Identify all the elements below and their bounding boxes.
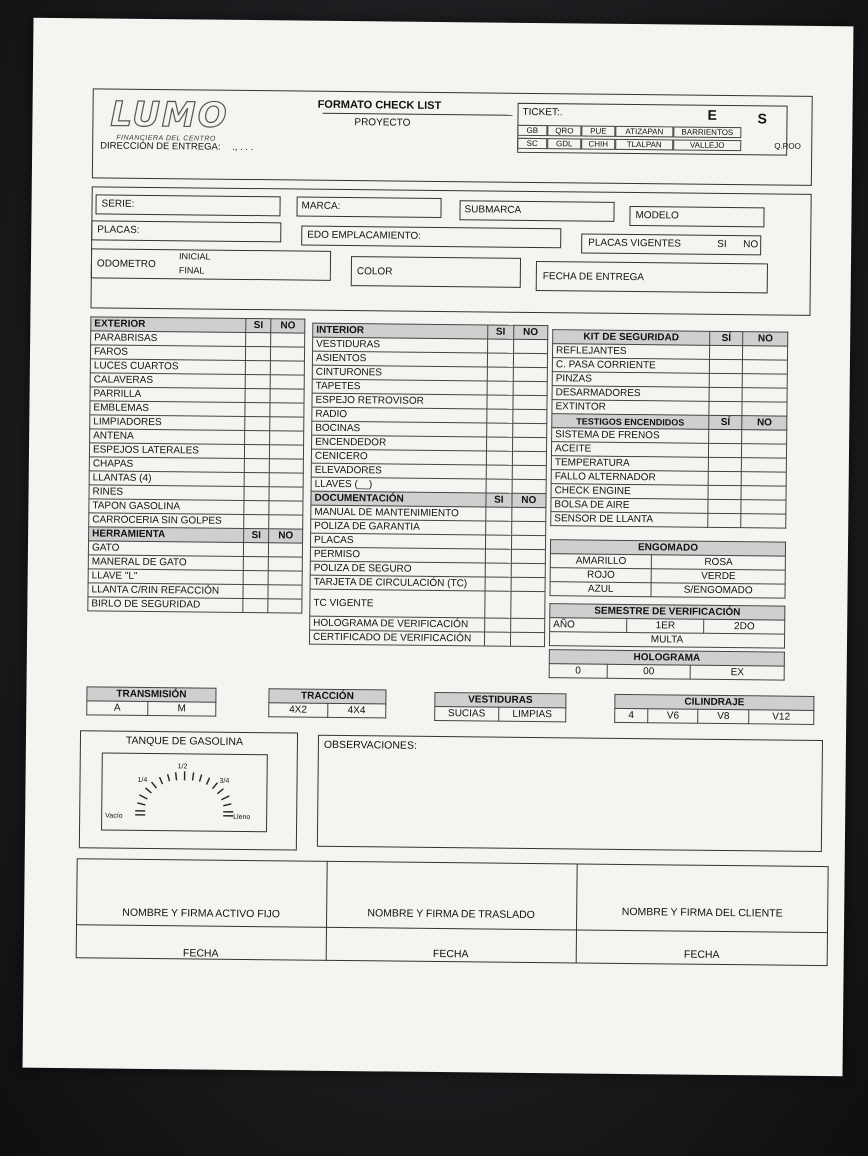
engomado-option[interactable]: AMARILLO bbox=[550, 554, 652, 569]
no-box[interactable] bbox=[511, 507, 545, 521]
kit-item: EXTINTOR bbox=[552, 400, 709, 416]
no-box[interactable] bbox=[743, 374, 788, 388]
exterior-item: CARROCERIA SIN GOLPES bbox=[89, 513, 244, 529]
multa-cell[interactable]: MULTA bbox=[549, 632, 784, 648]
no-box[interactable] bbox=[270, 389, 304, 403]
transmision-title: TRANSMISIÓN bbox=[87, 687, 216, 702]
si-box[interactable] bbox=[485, 618, 511, 632]
placas-vigentes-si[interactable]: SI bbox=[717, 238, 727, 251]
herramienta-item: BIRLO DE SEGURIDAD bbox=[88, 597, 243, 613]
city-cell[interactable]: GB bbox=[517, 125, 547, 136]
si-box[interactable] bbox=[708, 457, 742, 471]
no-box[interactable] bbox=[742, 402, 787, 416]
si-box[interactable] bbox=[709, 345, 743, 359]
si-box[interactable] bbox=[245, 374, 270, 388]
interior-item: TAPETES bbox=[312, 379, 487, 395]
no-box[interactable] bbox=[511, 521, 545, 535]
final-label[interactable]: FINAL bbox=[178, 265, 205, 276]
fecha-cliente[interactable]: FECHA bbox=[683, 948, 720, 961]
documentacion-item: POLIZA DE SEGURO bbox=[310, 561, 485, 577]
documentacion-item: PERMISO bbox=[310, 547, 485, 563]
si-box[interactable] bbox=[486, 479, 512, 493]
city-cell[interactable]: GDL bbox=[547, 138, 581, 149]
semestre-title: SEMESTRE DE VERIFICACIÓN bbox=[550, 604, 785, 620]
no-box[interactable] bbox=[742, 472, 787, 486]
marca-label: MARCA: bbox=[301, 200, 341, 212]
engomado-option[interactable]: ROJO bbox=[550, 568, 652, 583]
si-box[interactable] bbox=[243, 556, 268, 570]
exterior-item: ESPEJOS LATERALES bbox=[89, 443, 244, 459]
semestre-1er[interactable]: 1ER bbox=[627, 618, 705, 633]
e-label[interactable]: E bbox=[707, 106, 717, 123]
exterior-item: EMBLEMAS bbox=[90, 401, 245, 417]
holograma-option[interactable]: 0 bbox=[549, 664, 607, 679]
placas-label: PLACAS: bbox=[97, 224, 140, 236]
observaciones-box[interactable] bbox=[317, 735, 823, 852]
cilindraje-title: CILINDRAJE bbox=[615, 694, 814, 710]
interior-item: BOCINAS bbox=[312, 421, 487, 437]
si-box[interactable] bbox=[709, 359, 743, 373]
si-box[interactable] bbox=[487, 395, 513, 409]
si-box[interactable] bbox=[709, 387, 743, 401]
documentacion-item: PLACAS bbox=[310, 533, 485, 549]
si-box[interactable] bbox=[245, 388, 270, 402]
no-box[interactable] bbox=[510, 632, 544, 646]
si-box[interactable] bbox=[485, 577, 511, 591]
no-box[interactable] bbox=[742, 388, 787, 402]
interior-item: ASIENTOS bbox=[312, 351, 487, 367]
city-cell[interactable]: ATIZAPAN bbox=[615, 126, 673, 138]
submarca-label: SUBMARCA bbox=[464, 204, 522, 216]
documentacion-item: POLIZA DE GARANTIA bbox=[311, 519, 486, 535]
engomado-option[interactable]: AZUL bbox=[550, 582, 652, 597]
herramienta-item: LLAVE "L" bbox=[88, 569, 243, 585]
exterior-item: PARABRISAS bbox=[91, 331, 246, 347]
si-box[interactable] bbox=[486, 521, 512, 535]
no-box[interactable] bbox=[742, 430, 787, 444]
engomado-option[interactable]: S/ENGOMADO bbox=[651, 583, 785, 598]
kit-item: C. PASA CORRIENTE bbox=[552, 358, 709, 374]
cilindraje-v6[interactable]: V6 bbox=[648, 709, 699, 724]
si-box[interactable] bbox=[487, 353, 513, 367]
no-box[interactable] bbox=[741, 514, 786, 528]
no-box[interactable] bbox=[512, 423, 546, 437]
documentacion-title: DOCUMENTACIÓN bbox=[311, 491, 486, 507]
no-box[interactable] bbox=[743, 360, 788, 374]
checklist-form bbox=[91, 58, 813, 961]
interior-item: LLAVES (__) bbox=[311, 477, 486, 493]
si-box[interactable] bbox=[709, 373, 743, 387]
no-header: NO bbox=[512, 493, 546, 507]
si-box[interactable] bbox=[485, 535, 511, 549]
no-header: NO bbox=[742, 416, 787, 430]
si-box[interactable] bbox=[245, 360, 270, 374]
si-box[interactable] bbox=[485, 549, 511, 563]
exterior-table bbox=[87, 316, 305, 613]
gauge-mark-three-quarter: 3/4 bbox=[219, 777, 230, 785]
engomado-option[interactable]: VERDE bbox=[651, 569, 785, 584]
kit-table bbox=[550, 329, 788, 528]
si-box[interactable] bbox=[245, 346, 270, 360]
si-box[interactable] bbox=[709, 429, 743, 443]
gauge-lleno: Lleno bbox=[233, 813, 251, 822]
kit-item: REFLEJANTES bbox=[552, 344, 709, 360]
interior-item: CINTURONES bbox=[312, 365, 487, 381]
si-box[interactable] bbox=[709, 401, 743, 415]
exterior-title: EXTERIOR bbox=[91, 317, 246, 333]
testigos-title: TESTIGOS ENCENDIDOS bbox=[552, 414, 709, 430]
s-label[interactable]: S bbox=[757, 110, 767, 127]
no-box[interactable] bbox=[512, 437, 546, 451]
qroo-label[interactable]: Q.ROO bbox=[774, 141, 801, 151]
city-cell[interactable]: CHIH bbox=[581, 138, 615, 149]
testigo-item: BOLSA DE AIRE bbox=[551, 498, 708, 514]
si-box[interactable] bbox=[244, 514, 269, 528]
kit-item: DESARMADORES bbox=[552, 386, 709, 402]
si-box[interactable] bbox=[708, 443, 742, 457]
no-box[interactable] bbox=[269, 473, 303, 487]
si-box[interactable] bbox=[486, 465, 512, 479]
no-box[interactable] bbox=[512, 451, 546, 465]
observaciones-label: OBSERVACIONES: bbox=[323, 738, 417, 752]
no-box[interactable] bbox=[269, 487, 303, 501]
no-box[interactable] bbox=[268, 571, 302, 585]
herramienta-item: GATO bbox=[88, 541, 243, 557]
no-box[interactable] bbox=[513, 353, 547, 367]
vestiduras-table bbox=[434, 692, 566, 722]
no-box[interactable] bbox=[741, 486, 786, 500]
engomado-option[interactable]: ROSA bbox=[652, 555, 786, 570]
exterior-item: LUCES CUARTOS bbox=[90, 359, 245, 375]
cilindraje-v12[interactable]: V12 bbox=[749, 710, 814, 725]
testigo-item: ACEITE bbox=[551, 442, 708, 458]
traccion-table bbox=[268, 688, 386, 718]
direccion-value[interactable]: ., . . . bbox=[232, 141, 254, 154]
no-box[interactable] bbox=[742, 458, 787, 472]
interior-item: ENCENDEDOR bbox=[312, 435, 487, 451]
si-box[interactable] bbox=[487, 423, 513, 437]
transmision-a[interactable]: A bbox=[87, 701, 148, 716]
table-row bbox=[549, 632, 784, 648]
no-box[interactable] bbox=[271, 333, 305, 347]
no-box[interactable] bbox=[511, 563, 545, 577]
no-box[interactable] bbox=[513, 339, 547, 353]
no-box[interactable] bbox=[512, 409, 546, 423]
si-box[interactable] bbox=[244, 458, 269, 472]
city-cell[interactable]: BARRIENTOS bbox=[673, 126, 741, 138]
documentacion-item: TC VIGENTE bbox=[310, 589, 485, 618]
engomado-title: ENGOMADO bbox=[550, 540, 785, 556]
exterior-item: CHAPAS bbox=[89, 457, 244, 473]
interior-item: RADIO bbox=[312, 407, 487, 423]
fecha-activo-fijo[interactable]: FECHA bbox=[182, 947, 219, 960]
no-box[interactable] bbox=[271, 347, 305, 361]
kit-title: KIT DE SEGURIDAD bbox=[553, 330, 710, 346]
modelo-label: MODELO bbox=[635, 210, 679, 222]
holograma-option[interactable]: 00 bbox=[607, 664, 691, 679]
testigo-item: FALLO ALTERNADOR bbox=[551, 470, 708, 486]
no-box[interactable] bbox=[270, 403, 304, 417]
interior-item: ELEVADORES bbox=[311, 463, 486, 479]
no-box[interactable] bbox=[741, 500, 786, 514]
si-header: SI bbox=[244, 528, 269, 542]
herramienta-title: HERRAMIENTA bbox=[89, 527, 244, 543]
table-row bbox=[549, 664, 784, 680]
documentacion-item: TARJETA DE CIRCULACIÓN (TC) bbox=[310, 575, 485, 591]
exterior-item: RINES bbox=[89, 485, 244, 501]
traccion-title: TRACCIÓN bbox=[269, 689, 386, 704]
interior-item: CENICERO bbox=[311, 449, 486, 465]
si-header: SI bbox=[486, 493, 512, 507]
ticket-label[interactable]: TICKET:. bbox=[522, 106, 563, 119]
si-box[interactable] bbox=[245, 402, 270, 416]
table-row bbox=[310, 589, 545, 618]
cilindraje-v8[interactable]: V8 bbox=[698, 709, 749, 724]
si-box[interactable] bbox=[487, 437, 513, 451]
si-box[interactable] bbox=[708, 485, 742, 499]
no-header: NO bbox=[513, 325, 547, 339]
no-box[interactable] bbox=[268, 585, 302, 599]
kit-item: PINZAS bbox=[552, 372, 709, 388]
gauge-mark-quarter: 1/4 bbox=[137, 776, 148, 784]
vestiduras-sucias[interactable]: SUCIAS bbox=[435, 706, 499, 721]
no-box[interactable] bbox=[510, 591, 545, 618]
no-box[interactable] bbox=[513, 395, 547, 409]
city-cell[interactable]: QRO bbox=[547, 125, 581, 136]
table-row bbox=[309, 630, 544, 646]
no-box[interactable] bbox=[270, 375, 304, 389]
exterior-item: FAROS bbox=[90, 345, 245, 361]
documentacion-item: CERTIFICADO DE VERIFICACIÓN bbox=[309, 630, 484, 646]
traccion-4x2[interactable]: 4X2 bbox=[269, 703, 328, 718]
lumo-logo: LUMO bbox=[110, 94, 229, 136]
form-subtitle: PROYECTO bbox=[354, 117, 411, 129]
interior-item: VESTIDURAS bbox=[313, 337, 488, 353]
si-box[interactable] bbox=[244, 444, 269, 458]
no-box[interactable] bbox=[510, 618, 544, 632]
documentacion-item: HOLOGRAMA DE VERIFICACIÓN bbox=[310, 616, 485, 632]
city-cell[interactable]: VALLEJO bbox=[673, 139, 741, 151]
semestre-table bbox=[549, 603, 785, 648]
vestiduras-title: VESTIDURAS bbox=[435, 692, 566, 707]
odometro-label: ODOMETRO bbox=[96, 258, 156, 271]
testigo-item: SENSOR DE LLANTA bbox=[551, 512, 708, 528]
city-cell[interactable]: SC bbox=[517, 138, 547, 149]
semestre-2do[interactable]: 2DO bbox=[704, 619, 785, 634]
si-box[interactable] bbox=[484, 632, 510, 646]
exterior-item: PARRILLA bbox=[90, 387, 245, 403]
holograma-option[interactable]: EX bbox=[690, 665, 784, 680]
cilindraje-4[interactable]: 4 bbox=[615, 708, 648, 722]
placas-vigentes-no[interactable]: NO bbox=[743, 239, 759, 251]
si-header: SI bbox=[246, 318, 271, 332]
direccion-label: DIRECCIÓN DE ENTREGA: bbox=[100, 140, 221, 153]
si-box[interactable] bbox=[485, 591, 511, 618]
fecha-entrega-label: FECHA DE ENTREGA bbox=[542, 271, 645, 284]
no-box[interactable] bbox=[269, 515, 303, 529]
si-box[interactable] bbox=[486, 451, 512, 465]
exterior-item: LLANTAS (4) bbox=[89, 471, 244, 487]
si-box[interactable] bbox=[243, 598, 268, 612]
no-box[interactable] bbox=[269, 543, 303, 557]
si-box[interactable] bbox=[243, 570, 268, 584]
testigo-item: SISTEMA DE FRENOS bbox=[552, 428, 709, 444]
si-box[interactable] bbox=[708, 513, 742, 527]
placas-vigentes-label: PLACAS VIGENTES bbox=[588, 237, 682, 250]
serie-label: SERIE: bbox=[101, 198, 135, 210]
documentacion-item: MANUAL DE MANTENIMIENTO bbox=[311, 505, 486, 521]
no-box[interactable] bbox=[511, 577, 545, 591]
si-box[interactable] bbox=[486, 507, 512, 521]
no-box[interactable] bbox=[268, 599, 302, 613]
si-box[interactable] bbox=[243, 542, 268, 556]
si-box[interactable] bbox=[243, 584, 268, 598]
form-title: FORMATO CHECK LIST bbox=[317, 98, 442, 113]
no-box[interactable] bbox=[511, 549, 545, 563]
si-header: SÍ bbox=[709, 415, 743, 429]
si-box[interactable] bbox=[244, 472, 269, 486]
no-box[interactable] bbox=[742, 444, 787, 458]
no-box[interactable] bbox=[269, 501, 303, 515]
si-box[interactable] bbox=[487, 381, 513, 395]
engomado-table bbox=[549, 539, 786, 598]
exterior-item: ANTENA bbox=[90, 429, 245, 445]
no-box[interactable] bbox=[513, 367, 547, 381]
si-box[interactable] bbox=[245, 416, 270, 430]
no-box[interactable] bbox=[511, 535, 545, 549]
exterior-item: LIMPIADORES bbox=[90, 415, 245, 431]
traccion-4x4[interactable]: 4X4 bbox=[327, 703, 386, 718]
si-box[interactable] bbox=[246, 332, 271, 346]
no-box[interactable] bbox=[270, 445, 304, 459]
no-header: NO bbox=[271, 319, 305, 333]
fecha-traslado[interactable]: FECHA bbox=[432, 947, 469, 961]
si-box[interactable] bbox=[487, 367, 513, 381]
city-cell[interactable]: PUE bbox=[581, 125, 615, 136]
holograma-title: HOLOGRAMA bbox=[549, 650, 784, 666]
gauge-vacio: Vacío bbox=[105, 812, 123, 820]
city-cell[interactable]: TLALPAN bbox=[615, 139, 673, 151]
si-header: SI bbox=[488, 325, 514, 339]
no-box[interactable] bbox=[268, 557, 302, 571]
edo-label: EDO EMPLACAMIENTO: bbox=[307, 229, 422, 242]
no-header: NO bbox=[269, 529, 303, 543]
table-row bbox=[88, 597, 302, 613]
exterior-item: CALAVERAS bbox=[90, 373, 245, 389]
firma-cliente[interactable]: NOMBRE Y FIRMA DEL CLIENTE bbox=[621, 905, 783, 920]
si-box[interactable] bbox=[487, 409, 513, 423]
si-box[interactable] bbox=[708, 471, 742, 485]
table-row bbox=[550, 582, 785, 598]
no-box[interactable] bbox=[270, 431, 304, 445]
si-box[interactable] bbox=[244, 486, 269, 500]
logo-subtitle: FINANCIERA DEL CENTRO bbox=[116, 134, 216, 143]
no-box[interactable] bbox=[270, 417, 304, 431]
transmision-table bbox=[86, 686, 216, 716]
si-box[interactable] bbox=[485, 563, 511, 577]
no-box[interactable] bbox=[743, 346, 788, 360]
gauge-mark-half: 1/2 bbox=[177, 763, 188, 771]
si-box[interactable] bbox=[245, 430, 270, 444]
interior-table bbox=[309, 323, 548, 647]
transmision-m[interactable]: M bbox=[148, 701, 216, 716]
checklist-paper bbox=[23, 18, 854, 1077]
interior-item: ESPEJO RETROVISOR bbox=[312, 393, 487, 409]
herramienta-item: LLANTA C/RIN REFACCIÓN bbox=[88, 583, 243, 599]
inicial-label[interactable]: INICIAL bbox=[178, 251, 211, 262]
no-box[interactable] bbox=[512, 465, 546, 479]
interior-title: INTERIOR bbox=[313, 323, 488, 339]
si-box[interactable] bbox=[488, 339, 514, 353]
no-header: NO bbox=[743, 332, 788, 346]
vestiduras-limpias[interactable]: LIMPIAS bbox=[499, 707, 566, 722]
testigo-item: TEMPERATURA bbox=[551, 456, 708, 472]
table-row bbox=[551, 512, 786, 528]
firma-traslado[interactable]: NOMBRE Y FIRMA DE TRASLADO bbox=[367, 907, 535, 922]
testigo-item: CHECK ENGINE bbox=[551, 484, 708, 500]
ano-cell[interactable]: AÑO bbox=[550, 618, 627, 633]
si-header: SÍ bbox=[710, 331, 744, 345]
no-box[interactable] bbox=[271, 361, 305, 375]
exterior-item: TAPON GASOLINA bbox=[89, 499, 244, 515]
tanque-title: TANQUE DE GASOLINA bbox=[125, 734, 244, 748]
cilindraje-table bbox=[614, 694, 814, 725]
no-box[interactable] bbox=[513, 381, 547, 395]
si-box[interactable] bbox=[708, 499, 742, 513]
firma-activo-fijo[interactable]: NOMBRE Y FIRMA ACTIVO FIJO bbox=[122, 906, 281, 921]
si-box[interactable] bbox=[244, 500, 269, 514]
holograma-table bbox=[549, 649, 785, 680]
herramienta-item: MANERAL DE GATO bbox=[88, 555, 243, 571]
no-box[interactable] bbox=[270, 459, 304, 473]
color-label: COLOR bbox=[356, 266, 393, 278]
no-box[interactable] bbox=[512, 479, 546, 493]
